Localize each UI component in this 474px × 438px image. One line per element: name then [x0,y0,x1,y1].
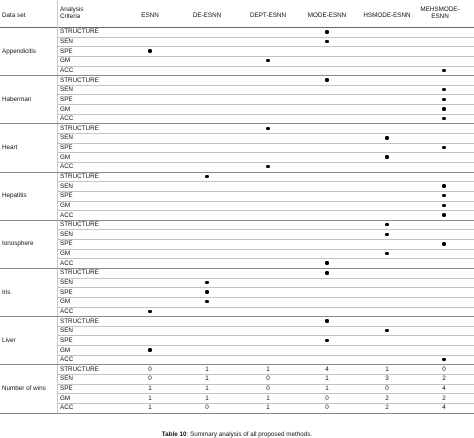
win-mark [205,175,208,178]
row-rule [57,85,474,86]
win-count: 0 [442,365,446,373]
criterion-label: STRUCTURE [60,365,99,373]
criterion-label: ACC [60,115,74,123]
criterion-label: SPE [60,47,73,55]
criterion-label: SEN [60,182,73,190]
header-method-0: ESNN [141,12,159,19]
win-mark [442,69,445,72]
criterion-label: GM [60,201,71,209]
row-rule [57,307,474,308]
criterion-label: STRUCTURE [60,221,99,229]
row-rule [57,326,474,327]
win-count: 2 [442,394,446,402]
win-mark [266,59,269,62]
criterion-label: STRUCTURE [60,28,99,36]
win-count: 0 [148,375,152,383]
criterion-label: SEN [60,375,73,383]
row-rule [57,345,474,346]
win-count: 0 [325,394,329,402]
criterion-label: SPE [60,336,73,344]
win-count: 2 [442,375,446,383]
criterion-label: SEN [60,86,73,94]
win-mark [442,213,445,216]
row-rule [57,37,474,38]
header-method-4: HSMODE-ESNN [363,12,411,19]
header-analysis-criteria: Analysis Criteria [60,6,84,20]
criterion-label: GM [60,394,71,402]
win-mark [442,146,445,149]
caption-label: Table 10 [161,431,187,438]
win-count: 2 [385,394,389,402]
criterion-label: GM [60,346,71,354]
win-mark [385,233,388,236]
win-count: 0 [385,385,389,393]
win-mark [325,30,328,33]
win-count: 1 [325,375,329,383]
win-mark [148,310,151,313]
dataset-label: Liver [2,336,16,344]
row-rule [57,249,474,250]
win-mark [385,223,388,226]
row-rule [57,181,474,182]
criterion-label: STRUCTURE [60,173,99,180]
criterion-label: SPE [60,240,73,248]
criterion-label: SPE [60,385,73,393]
criterion-label: SEN [60,279,73,287]
win-count: 1 [266,365,270,373]
group-rule [0,413,474,414]
criterion-label: SEN [60,327,73,335]
win-mark [148,348,151,351]
row-rule [57,258,474,259]
header-method-3: MODE-ESNN [307,12,347,19]
win-count: 2 [385,404,389,412]
win-mark [205,281,208,284]
win-count: 1 [385,365,389,373]
win-mark [442,107,445,110]
win-mark [442,204,445,207]
dataset-label: Iris [2,288,11,296]
win-mark [325,78,328,81]
row-rule [57,210,474,211]
row-rule [57,133,474,134]
win-mark [442,358,445,361]
criterion-label: SEN [60,230,73,238]
row-rule [57,66,474,67]
row-rule [57,201,474,202]
row-rule [57,278,474,279]
row-rule [57,239,474,240]
win-count: 1 [205,365,209,373]
row-rule [57,56,474,57]
win-mark [266,127,269,130]
criterion-label: ACC [60,307,74,315]
header-data-set: Data set [2,12,26,19]
dataset-label: Heart [2,144,18,151]
criterion-label: SPE [60,95,73,103]
win-mark [442,242,445,245]
row-rule [57,287,474,288]
criterion-label: SPE [60,144,73,152]
criterion-label: GM [60,57,71,65]
row-rule [57,46,474,47]
criterion-label: SPE [60,288,73,296]
win-mark [442,184,445,187]
win-mark [325,319,328,322]
win-mark [325,339,328,342]
dataset-label: Hepatitis [2,192,27,200]
win-mark [325,261,328,264]
win-mark [205,300,208,303]
dataset-label: Appendicitis [2,47,36,55]
win-count: 1 [266,404,270,412]
criterion-label: STRUCTURE [60,76,99,84]
win-count: 4 [442,385,446,393]
win-count: 0 [148,365,152,373]
criterion-label: ACC [60,211,74,219]
dataset-label: Haberman [2,95,32,103]
criterion-label: ACC [60,66,74,74]
criterion-label: SEN [60,38,73,46]
win-mark [325,271,328,274]
win-mark [148,49,151,52]
win-mark [325,40,328,43]
criterion-label: ACC [60,259,74,267]
row-rule [57,229,474,230]
win-count: 0 [266,385,270,393]
criterion-label: ACC [60,356,74,364]
win-mark [442,117,445,120]
caption-text: : Summary analysis of all proposed methods. [186,431,313,438]
criterion-label: STRUCTURE [60,269,99,277]
row-rule [57,104,474,105]
criterion-label: ACC [60,163,74,171]
criterion-label: STRUCTURE [60,317,99,325]
win-mark [266,165,269,168]
criterion-label: ACC [60,404,74,412]
criterion-label: GM [60,153,71,161]
win-count: 0 [325,404,329,412]
win-count: 1 [205,385,209,393]
row-rule [57,94,474,95]
vrule-dataset [57,0,58,413]
win-mark [442,98,445,101]
win-mark [205,290,208,293]
criterion-label: GM [60,298,71,306]
row-rule [57,335,474,336]
win-mark [385,155,388,158]
dataset-label: Ionosphere [2,240,34,248]
row-rule [57,143,474,144]
win-count: 1 [148,404,152,412]
criterion-label: SEN [60,134,73,142]
win-count: 1 [205,375,209,383]
row-rule [57,162,474,163]
dataset-label: Number of wins [2,385,46,392]
win-mark [385,329,388,332]
row-rule [57,114,474,115]
win-mark [442,88,445,91]
criterion-label: STRUCTURE [60,124,99,132]
win-mark [442,194,445,197]
win-count: 4 [325,365,329,373]
win-count: 3 [385,375,389,383]
table-caption [0,431,474,438]
row-rule [57,355,474,356]
win-count: 0 [266,375,270,383]
win-count: 1 [266,394,270,402]
row-rule [57,152,474,153]
win-count: 0 [205,404,209,412]
criterion-label: SPE [60,192,73,200]
criterion-label: GM [60,250,71,258]
win-mark [385,252,388,255]
win-mark [385,136,388,139]
row-rule [57,297,474,298]
header-method-1: DE-ESNN [192,12,222,19]
win-count: 1 [325,385,329,393]
row-rule [57,191,474,192]
header-method-2: DEPT-ESNN [249,12,287,19]
criterion-label: GM [60,105,71,113]
header-method-5: MEHSMODE-ESNN [420,6,460,20]
win-count: 1 [148,385,152,393]
win-count: 1 [205,394,209,402]
win-count: 1 [148,394,152,402]
win-count: 4 [442,404,446,412]
